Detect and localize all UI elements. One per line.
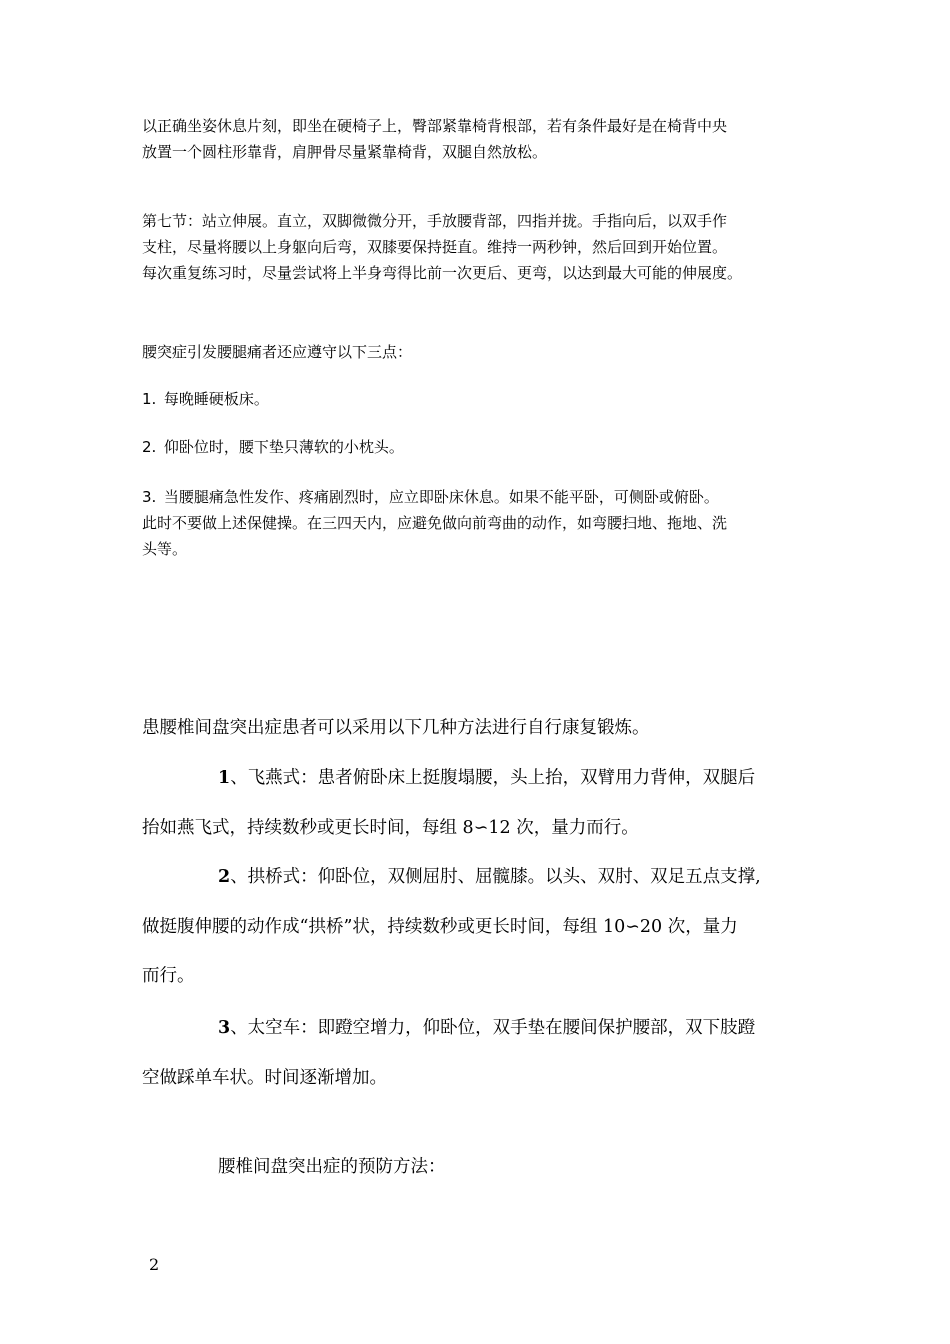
method-continuation: 做挺腹伸腰的动作成“拱桥”状，持续数秒或更长时间，每组 10∽20 次，量力	[142, 917, 738, 937]
list-item-separator: .	[151, 390, 157, 408]
method-continuation: 抬如燕飞式，持续数秒或更长时间，每组 8∽12 次，量力而行。	[142, 818, 639, 838]
method-text: 、太空车：即蹬空增力，仰卧位，双手垫在腰间保护腰部，双下肢蹬	[230, 1018, 756, 1038]
method-text: 、拱桥式：仰卧位，双侧屈肘、屈髋膝。以头、双肘、双足五点支撑,	[230, 867, 761, 887]
list-item-continuation: 此时不要做上述保健操。在三四天内，应避免做向前弯曲的动作，如弯腰扫地、拖地、洗	[142, 514, 728, 532]
section-heading: 腰椎间盘突出症的预防方法：	[218, 1157, 446, 1177]
section-intro: 患腰椎间盘突出症患者可以采用以下几种方法进行自行康复锻炼。	[142, 718, 650, 738]
method-item	[218, 1013, 755, 1043]
list-item-text: 当腰腿痛急性发作、疼痛剧烈时，应立即卧床休息。如果不能平卧，可侧卧或俯卧。	[163, 488, 719, 506]
page-number: 2	[149, 1255, 160, 1274]
method-number: 3	[218, 1018, 231, 1038]
list-item	[142, 484, 719, 510]
list-item-continuation: 头等。	[142, 540, 188, 558]
paragraph-line: 第七节：站立伸展。直立，双脚微微分开，手放腰背部，四指并拢。手指向后，以双手作	[142, 212, 728, 230]
list-item	[142, 434, 404, 460]
paragraph-line: 放置一个圆柱形靠背，肩胛骨尽量紧靠椅背，双腿自然放松。	[142, 143, 548, 161]
method-text: 、飞燕式：患者俯卧床上挺腹塌腰，头上抬，双臂用力背伸，双腿后	[230, 768, 756, 788]
method-item	[218, 862, 761, 892]
method-number: 1	[218, 768, 231, 788]
list-item-number: 2	[142, 438, 152, 456]
method-continuation: 空做踩单车状。时间逐渐增加。	[142, 1068, 387, 1088]
section-intro: 腰突症引发腰腿痛者还应遵守以下三点：	[142, 343, 413, 361]
list-item-text: 每晚睡硬板床。	[163, 390, 269, 408]
list-item-text: 仰卧位时，腰下垫只薄软的小枕头。	[163, 438, 404, 456]
list-item	[142, 386, 269, 412]
method-continuation: 而行。	[142, 966, 195, 986]
paragraph-line: 每次重复练习时，尽量尝试将上半身弯得比前一次更后、更弯，以达到最大可能的伸展度。	[142, 264, 743, 282]
list-item-separator: .	[151, 488, 157, 506]
list-item-separator: .	[151, 438, 157, 456]
method-item	[218, 763, 755, 793]
method-number: 2	[218, 867, 231, 887]
paragraph-line: 支柱，尽量将腰以上身躯向后弯，双膝要保持挺直。维持一两秒钟，然后回到开始位置。	[142, 238, 728, 256]
list-item-number: 1	[142, 390, 152, 408]
paragraph-line: 以正确坐姿休息片刻，即坐在硬椅子上，臀部紧靠椅背根部，若有条件最好是在椅背中央	[142, 117, 728, 135]
list-item-number: 3	[142, 488, 152, 506]
